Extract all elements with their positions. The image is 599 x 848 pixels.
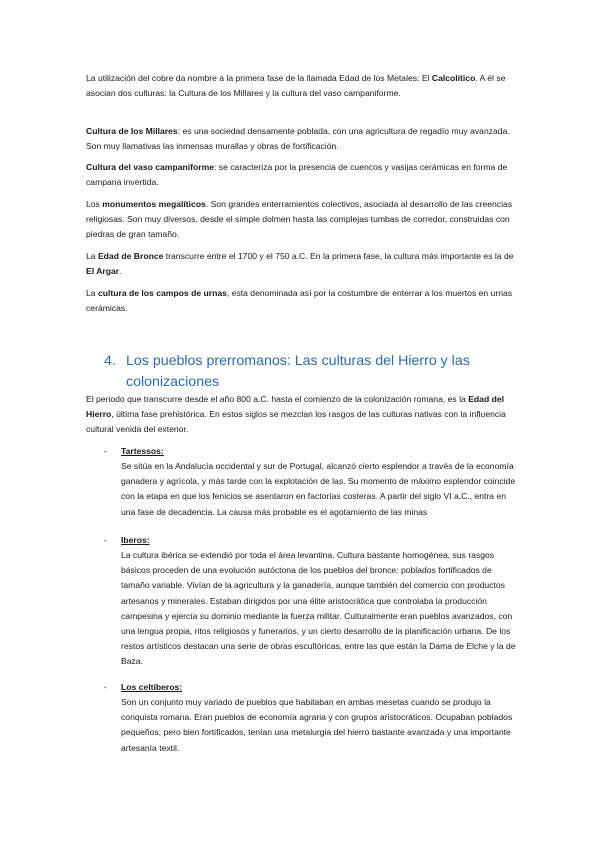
section-title-line2: colonizaciones	[126, 373, 220, 390]
text-span: transcurre entre el 1700 y el 750 a.C. En la primera fase, la cultura más importante es la de	[163, 251, 514, 261]
text-span: El periodo que transcurre desde el año 800 a.C. hasta el comienzo de la colonización romana, es la	[86, 394, 469, 404]
text-span: .	[119, 266, 122, 277]
list-item-body-celtiberos: Son un conjunto muy variado de pueblos que habitaban en ambas mesetas cuando se produjo la conquista romana. Eran pueblos de economía agraria y con grupos aristocráticos. Ocupaban poblados pequeños, pero bien fortificados, tenían una metalurgia del hierro bastante avanzada y una importante artesanía textil.	[121, 697, 513, 753]
bold-term: Cultura de los Millares	[86, 126, 178, 136]
paragraph-calcolitico	[86, 71, 518, 101]
text-span: , esta denominada así por la costumbre de enterrar a los muertos en urnas cerámicas.	[86, 288, 513, 314]
bold-term: El Argar	[86, 266, 120, 277]
list-bullet: -	[104, 535, 107, 545]
list-bullet: -	[104, 682, 107, 692]
text-span: , última fase prehistórica. En estos siglos se mezclan los rasgos de las culturas nativas con la influencia cultural venida del exterior.	[86, 409, 506, 435]
bold-term: Edad de Bronce	[97, 251, 164, 261]
section-heading	[104, 351, 524, 392]
bold-term: Calcolítico	[431, 73, 476, 83]
text-span: La	[86, 288, 98, 298]
list-item-body-iberos: La cultura ibérica se extendió por toda el área levantina. Cultura bastante homogénea, sus rasgos básicos proceden de una evolución autóctona de los pueblos del bronce: poblados fortificados de tamaño variable. Vivían de la agricultura y la ganadería, aunque también del comercio con productos artesanos y minerales. Estaban dirigidos por una élite aristocrática que controlaba la producción campesina y ejercía su dominio mediante la fuerza militar. Culturalmente eran pueblos avanzados, con una lengua propia, ritos religiosos y funerarios, y un cierto desarrollo de la planificación urbana. De los restos artísticos destacan una serie de obras escultóricas, entre las que están la Dama de Elche y la de Baza.	[121, 550, 516, 667]
paragraph-megaliticos	[86, 197, 518, 243]
bold-term: cultura de los campos de urnas	[97, 288, 227, 298]
bold-term: monumentos megalíticos	[102, 199, 206, 209]
text-span: La	[86, 251, 98, 261]
paragraph-bronce	[86, 249, 518, 279]
bold-term: Cultura del vaso campaniforme	[86, 162, 214, 172]
bold-term: Edad del Hierro	[86, 394, 505, 420]
paragraph-campaniforme	[86, 160, 518, 190]
paragraph-millares	[86, 124, 518, 154]
list-item-body-tartessos: Se sitúa en la Andalucía occidental y sur de Portugal, alcanzó cierto esplendor a través de la economía ganadera y agrícola, y más tarde con la explotación de las. Su momento de máximo esplendor coincide con la etapa en que los fenicios se asentaron en factorías costeras. A partir del siglo VI a.C., entra en una fase de decadencia. La causa más probable es el agotamiento de las minas	[121, 461, 516, 517]
section-number: 4.	[104, 353, 116, 369]
text-span: . A él se asocian dos culturas: la Cultura de los Millares y la cultura del vaso campaniforme.	[86, 73, 506, 99]
paragraph-hierro	[86, 392, 518, 438]
list-item-title-iberos: Iberos:	[121, 535, 150, 545]
text-span: . Son grandes enterramientos colectivos, asociada al desarrollo de las creencias religiosas. Son muy diversos, desde el simple dolmen hasta las complejas tumbas de corredor, construidas con piedras de gran tamaño.	[86, 199, 513, 240]
text-span: : se caracteriza por la presencia de cuencos y vasijas cerámicas en forma de campana invertida.	[86, 162, 508, 188]
list-bullet: -	[104, 446, 107, 456]
paragraph-urnas	[86, 286, 518, 316]
list-item-title-tartessos: Tartessos:	[121, 446, 164, 456]
text-span: Los	[86, 199, 103, 209]
text-span: La utilización del cobre da nombre a la primera fase de la llamada Edad de los Metales: El	[86, 73, 432, 83]
section-title-line1: Los pueblos prerromanos: Las culturas del Hierro y las	[126, 353, 470, 369]
list-item-title-celtiberos: Los celtíberos:	[121, 682, 183, 692]
text-span: : es una sociedad densamente poblada, con una agricultura de regadío muy avanzada. Son muy llamativas las inmensas murallas y obras de fortificación.	[86, 126, 510, 152]
